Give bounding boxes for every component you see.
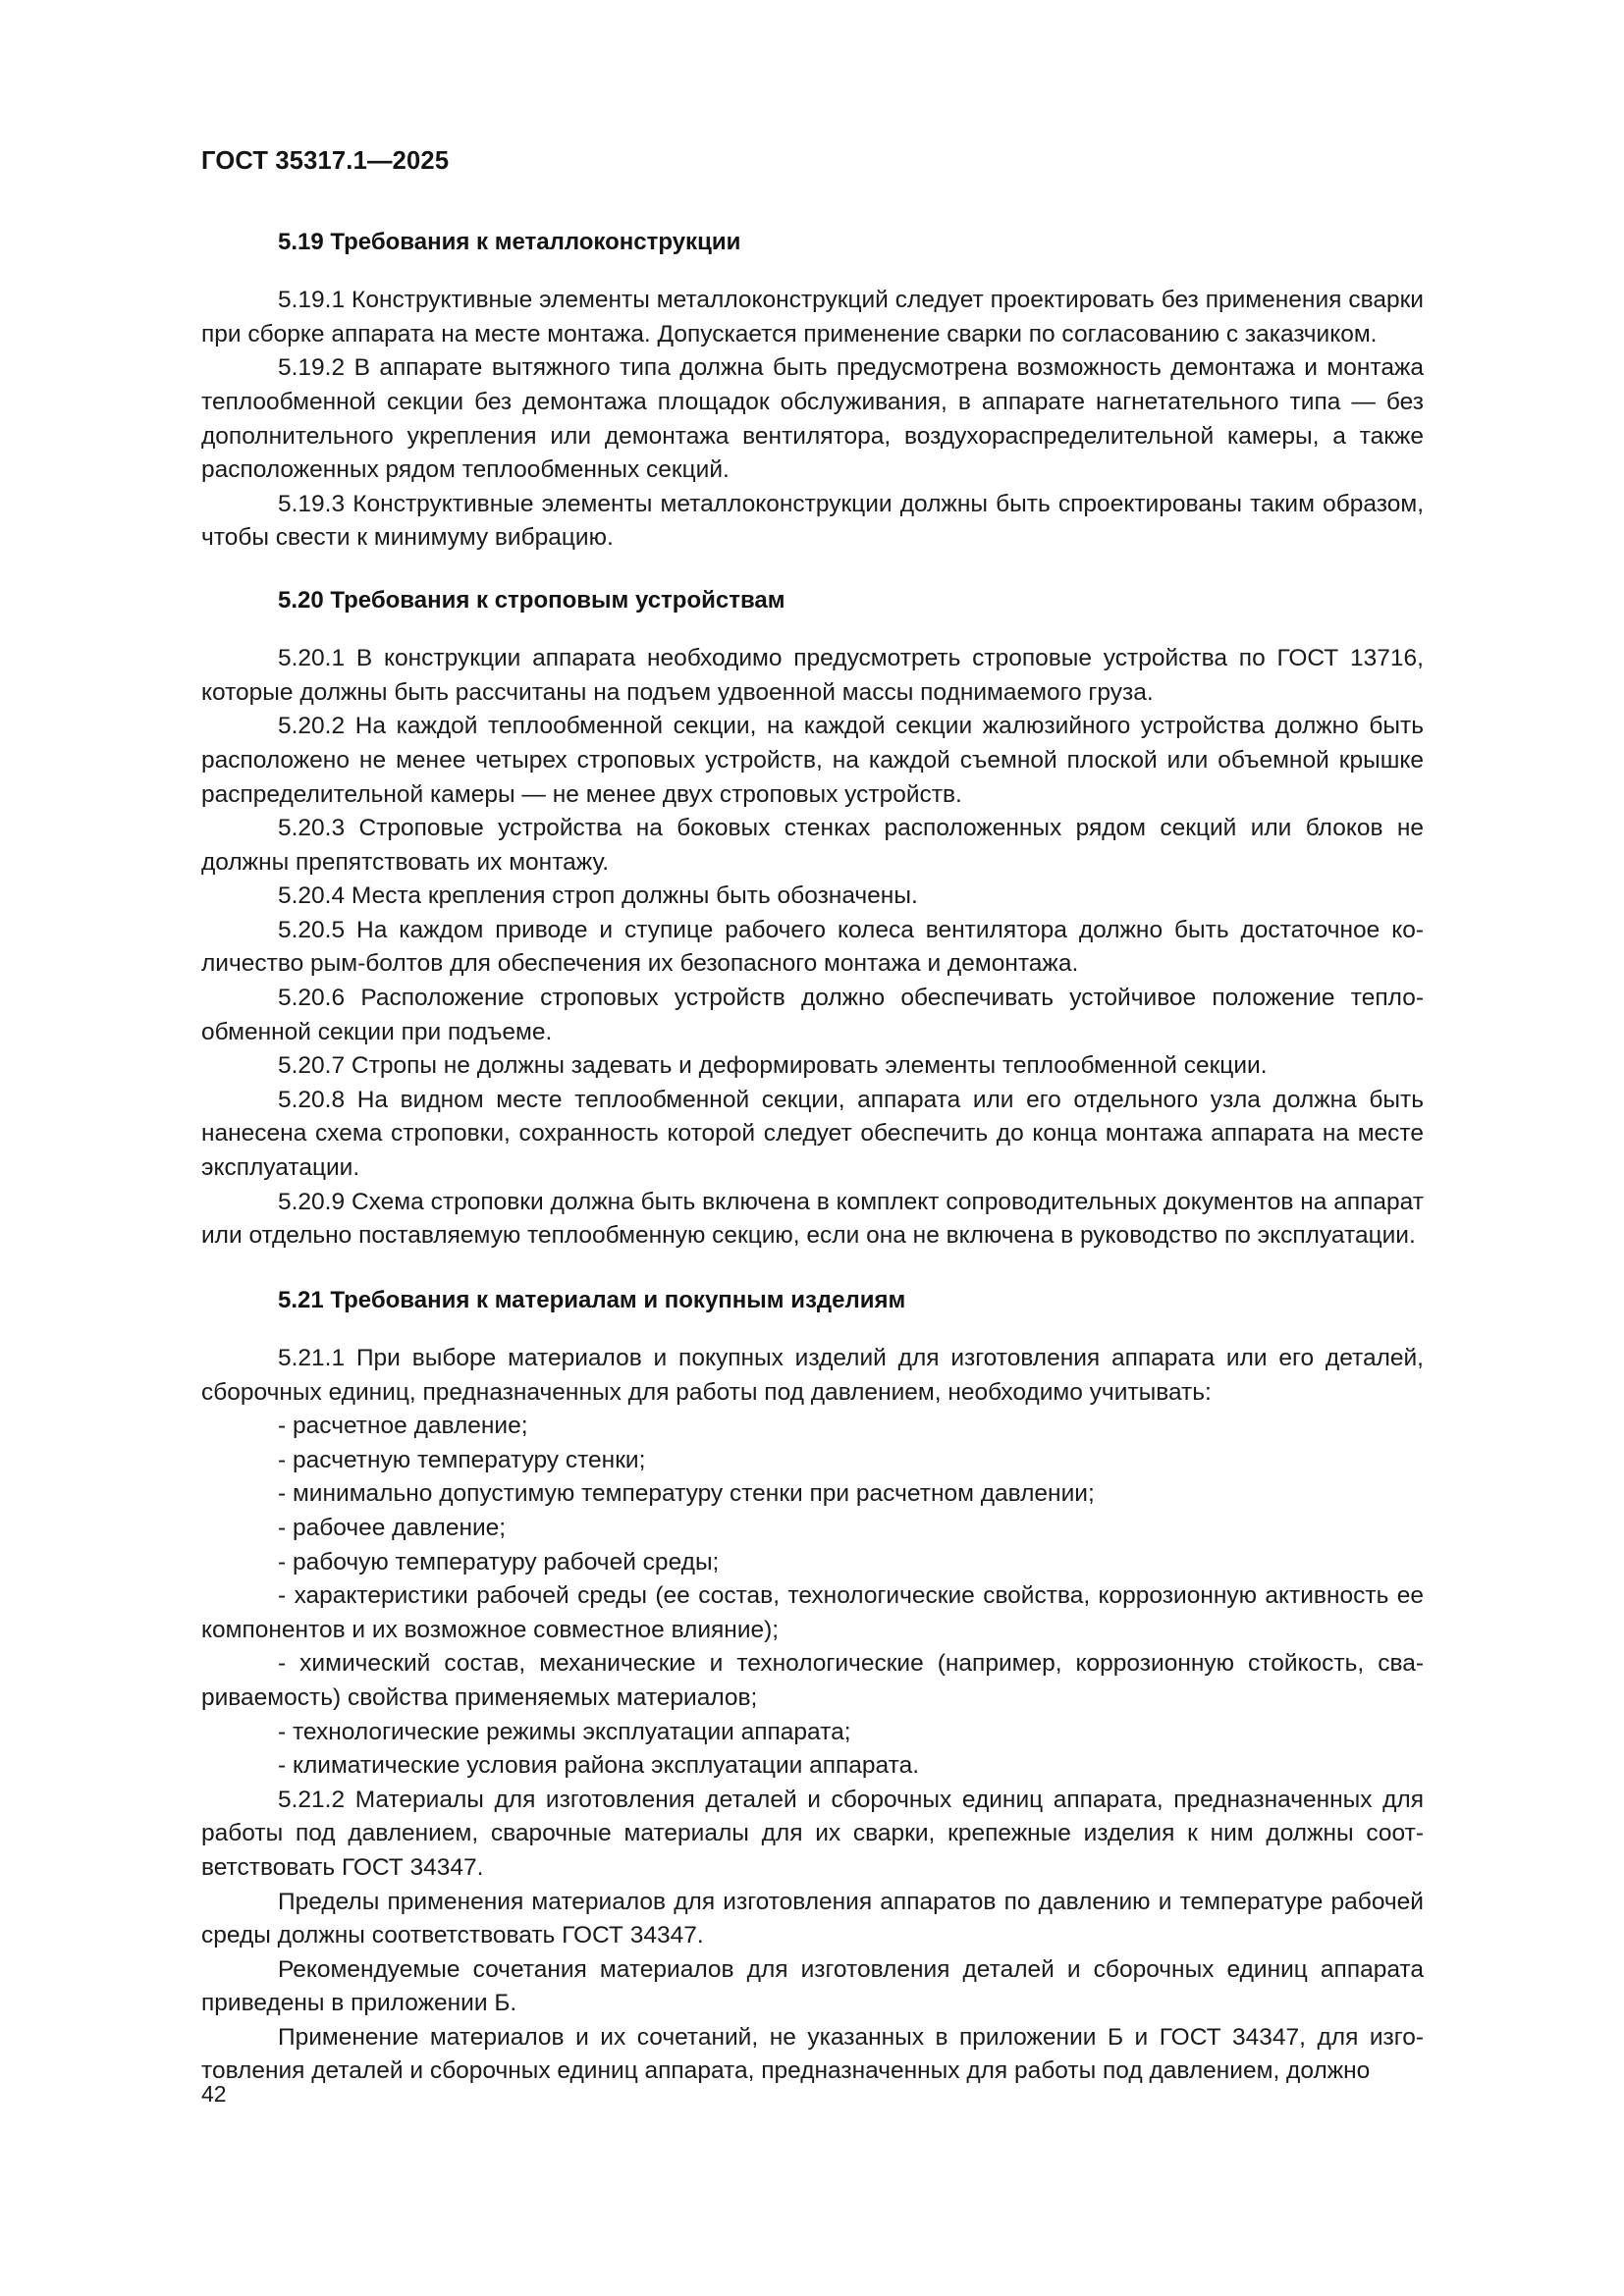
paragraph-5-20-8: 5.20.8 На видном месте теплообменной секции, аппарата или его отдельного узла должна быть нанесена схема строповки, сохранность которой следует обеспечить до конца монтажа аппарата на месте эксплуатации. (201, 1086, 1424, 1182)
paragraph-5-20-4: 5.20.4 Места крепления строп должны быть обозначены. (278, 882, 918, 910)
list-item: - климатические условия района эксплуатации аппарата. (278, 1752, 920, 1780)
paragraph-5-20-9: 5.20.9 Схема строповки должна быть включена в комплект сопроводительных документов на аппарат или отдельно поставляемую теплообменную секцию, если она не включена в руководство по эксплуатации. (201, 1188, 1424, 1250)
paragraph-material-application: Применение материалов и их сочетаний, не указанных в приложении Б и ГОСТ 34347, для изготовления деталей и сборочных единиц аппарата, предназначенных для работы под давлением, должно (201, 2023, 1424, 2085)
paragraph-5-21-2: 5.21.2 Материалы для изготовления деталей и сборочных единиц аппарата, предназначенных для работы под давлением, сварочные материалы для их сварки, крепежные изделия к ним должны соответствовать ГОСТ 34347. (201, 1786, 1424, 1881)
paragraph-5-19-1: 5.19.1 Конструктивные элементы металлоконструкций следует проектировать без применения сварки при сборке аппарата на месте монтажа. Допускается применение сварки по согласованию с заказчиком. (201, 287, 1424, 347)
page-content (201, 147, 1424, 2089)
list-item: - рабочее давление; (278, 1514, 507, 1541)
list-item: - рабочую температуру рабочей среды; (278, 1548, 720, 1575)
paragraph-5-20-6: 5.20.6 Расположение строповых устройств должно обеспечивать устойчивое положение теплообменной секции при подъеме. (201, 985, 1424, 1045)
paragraph-material-limits: Пределы применения материалов для изготовления аппаратов по давлению и температуре рабочей среды должны соответствовать ГОСТ 34347. (201, 1888, 1424, 1949)
paragraph-5-19-3: 5.19.3 Конструктивные элементы металлоконструкции должны быть спроектированы таким образом, чтобы свести к минимуму вибрацию. (201, 490, 1424, 552)
section-heading-5-19: 5.19 Требования к металлоконструкции (278, 229, 741, 255)
section-heading-5-20: 5.20 Требования к строповым устройствам (278, 586, 785, 614)
section-heading-5-21: 5.21 Требования к материалам и покупным изделиям (278, 1286, 906, 1313)
list-item: - технологические режимы эксплуатации аппарата; (278, 1718, 851, 1745)
list-item: - расчетную температуру стенки; (278, 1446, 646, 1473)
paragraph-5-19-2: 5.19.2 В аппарате вытяжного типа должна быть предусмотрена возможность демонтажа и монтажа теплообменной секции без демонтажа площадок обслуживания, в аппарате нагнетательного типа — без дополнительного укрепления или демонтажа вентилятора, воздухораспределительной камеры, а также расположенных рядом теплообменных секций. (201, 354, 1424, 484)
list-item: - химический состав, механические и технологические (например, коррозионную стойкость, свариваемость) свойства применяемых материалов; (201, 1650, 1424, 1711)
paragraph-5-20-2: 5.20.2 На каждой теплообменной секции, на каждой секции жалюзийного устройства должно быть расположено не менее четырех строповых устройств, на каждой съемной плоской или объемной крышке распределительной камеры — не менее двух строповых устройств. (201, 713, 1424, 808)
paragraph-5-20-3: 5.20.3 Строповые устройства на боковых стенках расположенных рядом секций или блоков не должны препятствовать их монтажу. (201, 815, 1424, 876)
paragraph-recommended-combinations: Рекомендуемые сочетания материалов для изготовления деталей и сборочных единиц аппарата приведены в приложении Б. (201, 1955, 1424, 2017)
paragraph-5-20-1: 5.20.1 В конструкции аппарата необходимо предусмотреть строповые устройства по ГОСТ 13716, которые должны быть рассчитаны на подъем удвоенной массы поднимаемого груза. (201, 645, 1424, 706)
paragraph-5-20-7: 5.20.7 Стропы не должны задевать и деформировать элементы теплообменной секции. (278, 1052, 1268, 1080)
paragraph-5-20-5: 5.20.5 На каждом приводе и ступице рабочего колеса вентилятора должно быть достаточное количество рым-болтов для обеспечения их безопасного монтажа и демонтажа. (201, 916, 1424, 978)
page-number: 42 (201, 2081, 227, 2107)
list-item: - расчетное давление; (278, 1413, 528, 1440)
paragraph-5-21-1: 5.21.1 При выборе материалов и покупных изделий для изготовления аппарата или его деталей, сборочных единиц, предназначенных для работы под давлением, необходимо учитывать: (201, 1345, 1424, 1406)
document-standard-header: ГОСТ 35317.1—2025 (201, 147, 450, 175)
list-item: - минимально допустимую температуру стенки при расчетном давлении; (278, 1480, 1095, 1508)
list-item: - характеристики рабочей среды (ее состав, технологические свойства, коррозионную активность ее компонентов и их возможное совместное влияние); (201, 1582, 1424, 1643)
